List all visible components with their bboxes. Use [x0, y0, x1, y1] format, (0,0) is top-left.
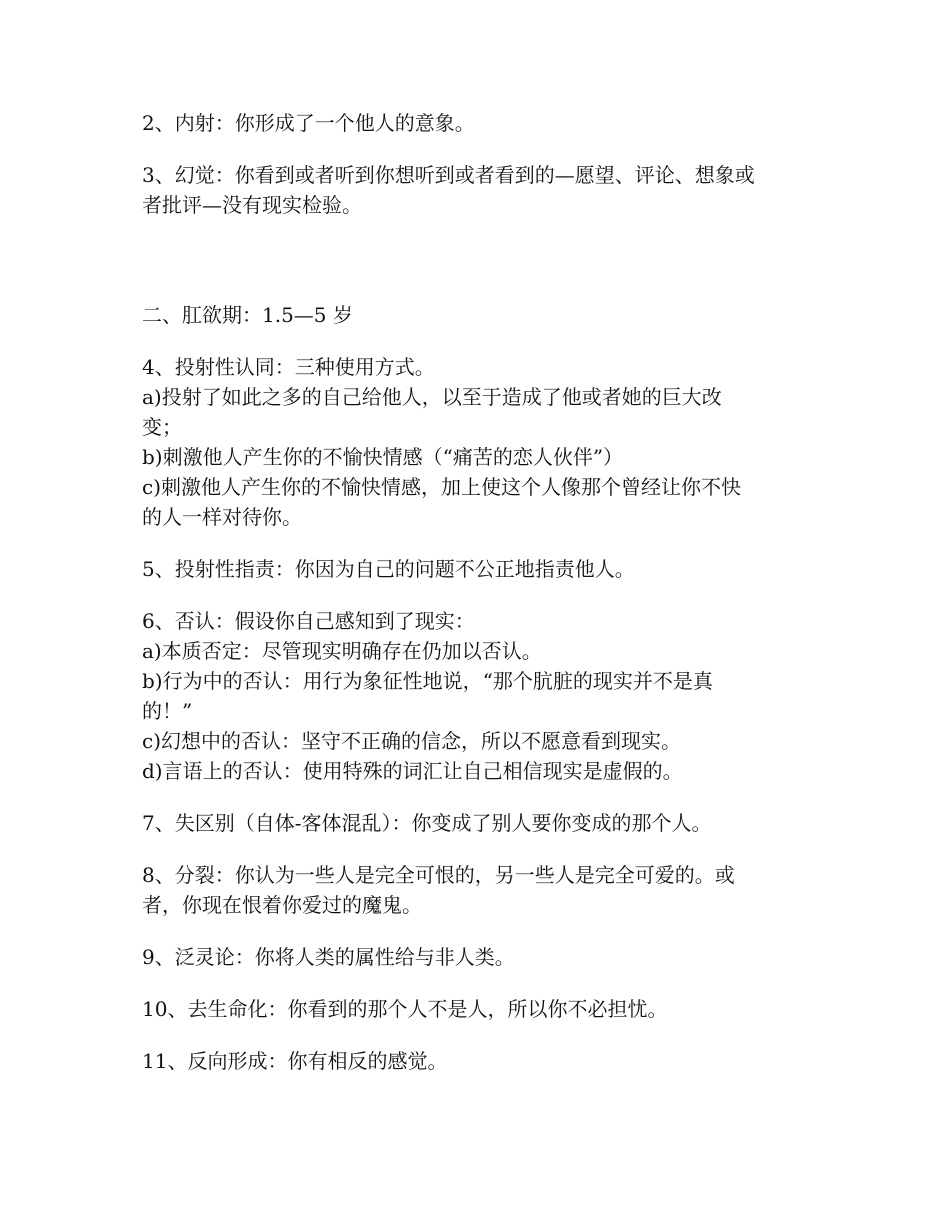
text-line: 11、反向形成：你有相反的感觉。 — [142, 1049, 448, 1073]
text-line: 变； — [142, 415, 182, 439]
text-line: 的人一样对待你。 — [142, 505, 302, 529]
text-line: 3、幻觉：你看到或者听到你想听到或者看到的—愿望、评论、想象或 — [142, 163, 755, 187]
section-heading-anal-stage — [142, 300, 822, 330]
paragraph-dedifferentiation — [142, 808, 822, 838]
text-line: 9、泛灵论：你将人类的属性给与非人类。 — [142, 945, 515, 969]
paragraph-reaction-formation — [142, 1046, 822, 1076]
text-line: 7、失区别（自体-客体混乱）：你变成了别人要你变成的那个人。 — [142, 811, 712, 835]
text-line: 的！” — [142, 699, 193, 723]
paragraph-hallucination — [142, 160, 822, 220]
text-line: 4、投射性认同：三种使用方式。 — [142, 355, 435, 379]
document-body — [142, 108, 822, 1076]
text-line: b)刺激他人产生你的不愉快情感（“痛苦的恋人伙伴”） — [142, 445, 624, 469]
text-line: 5、投射性指责：你因为自己的问题不公正地指责他人。 — [142, 557, 635, 581]
paragraph-introjection — [142, 108, 822, 138]
text-line: a)投射了如此之多的自己给他人，以至于造成了他或者她的巨大改 — [142, 385, 722, 409]
text-line: 10、去生命化：你看到的那个人不是人，所以你不必担忧。 — [142, 997, 668, 1021]
text-line: c)幻想中的否认：坚守不正确的信念，所以不愿意看到现实。 — [142, 729, 682, 753]
paragraph-projective-blame — [142, 554, 822, 584]
text-line: 6、否认：假设你自己感知到了现实： — [142, 609, 475, 633]
text-line: 者，你现在恨着你爱过的魔鬼。 — [142, 893, 422, 917]
text-line: 者批评—没有现实检验。 — [142, 193, 362, 217]
paragraph-dehumanization — [142, 994, 822, 1024]
paragraph-animism — [142, 942, 822, 972]
text-line: b)行为中的否认：用行为象征性地说，“那个肮脏的现实并不是真 — [142, 669, 713, 693]
text-line: 二、肛欲期：1.5—5 岁 — [142, 303, 353, 327]
text-line: 2、内射：你形成了一个他人的意象。 — [142, 111, 475, 135]
text-line: 8、分裂：你认为一些人是完全可恨的，另一些人是完全可爱的。或 — [142, 863, 735, 887]
text-line: c)刺激他人产生你的不愉快情感，加上使这个人像那个曾经让你不快 — [142, 475, 742, 499]
text-line: a)本质否定：尽管现实明确存在仍加以否认。 — [142, 639, 542, 663]
paragraph-denial — [142, 606, 822, 786]
paragraph-splitting — [142, 860, 822, 920]
text-line: d)言语上的否认：使用特殊的词汇让自己相信现实是虚假的。 — [142, 759, 683, 783]
paragraph-projective-identification — [142, 352, 822, 532]
